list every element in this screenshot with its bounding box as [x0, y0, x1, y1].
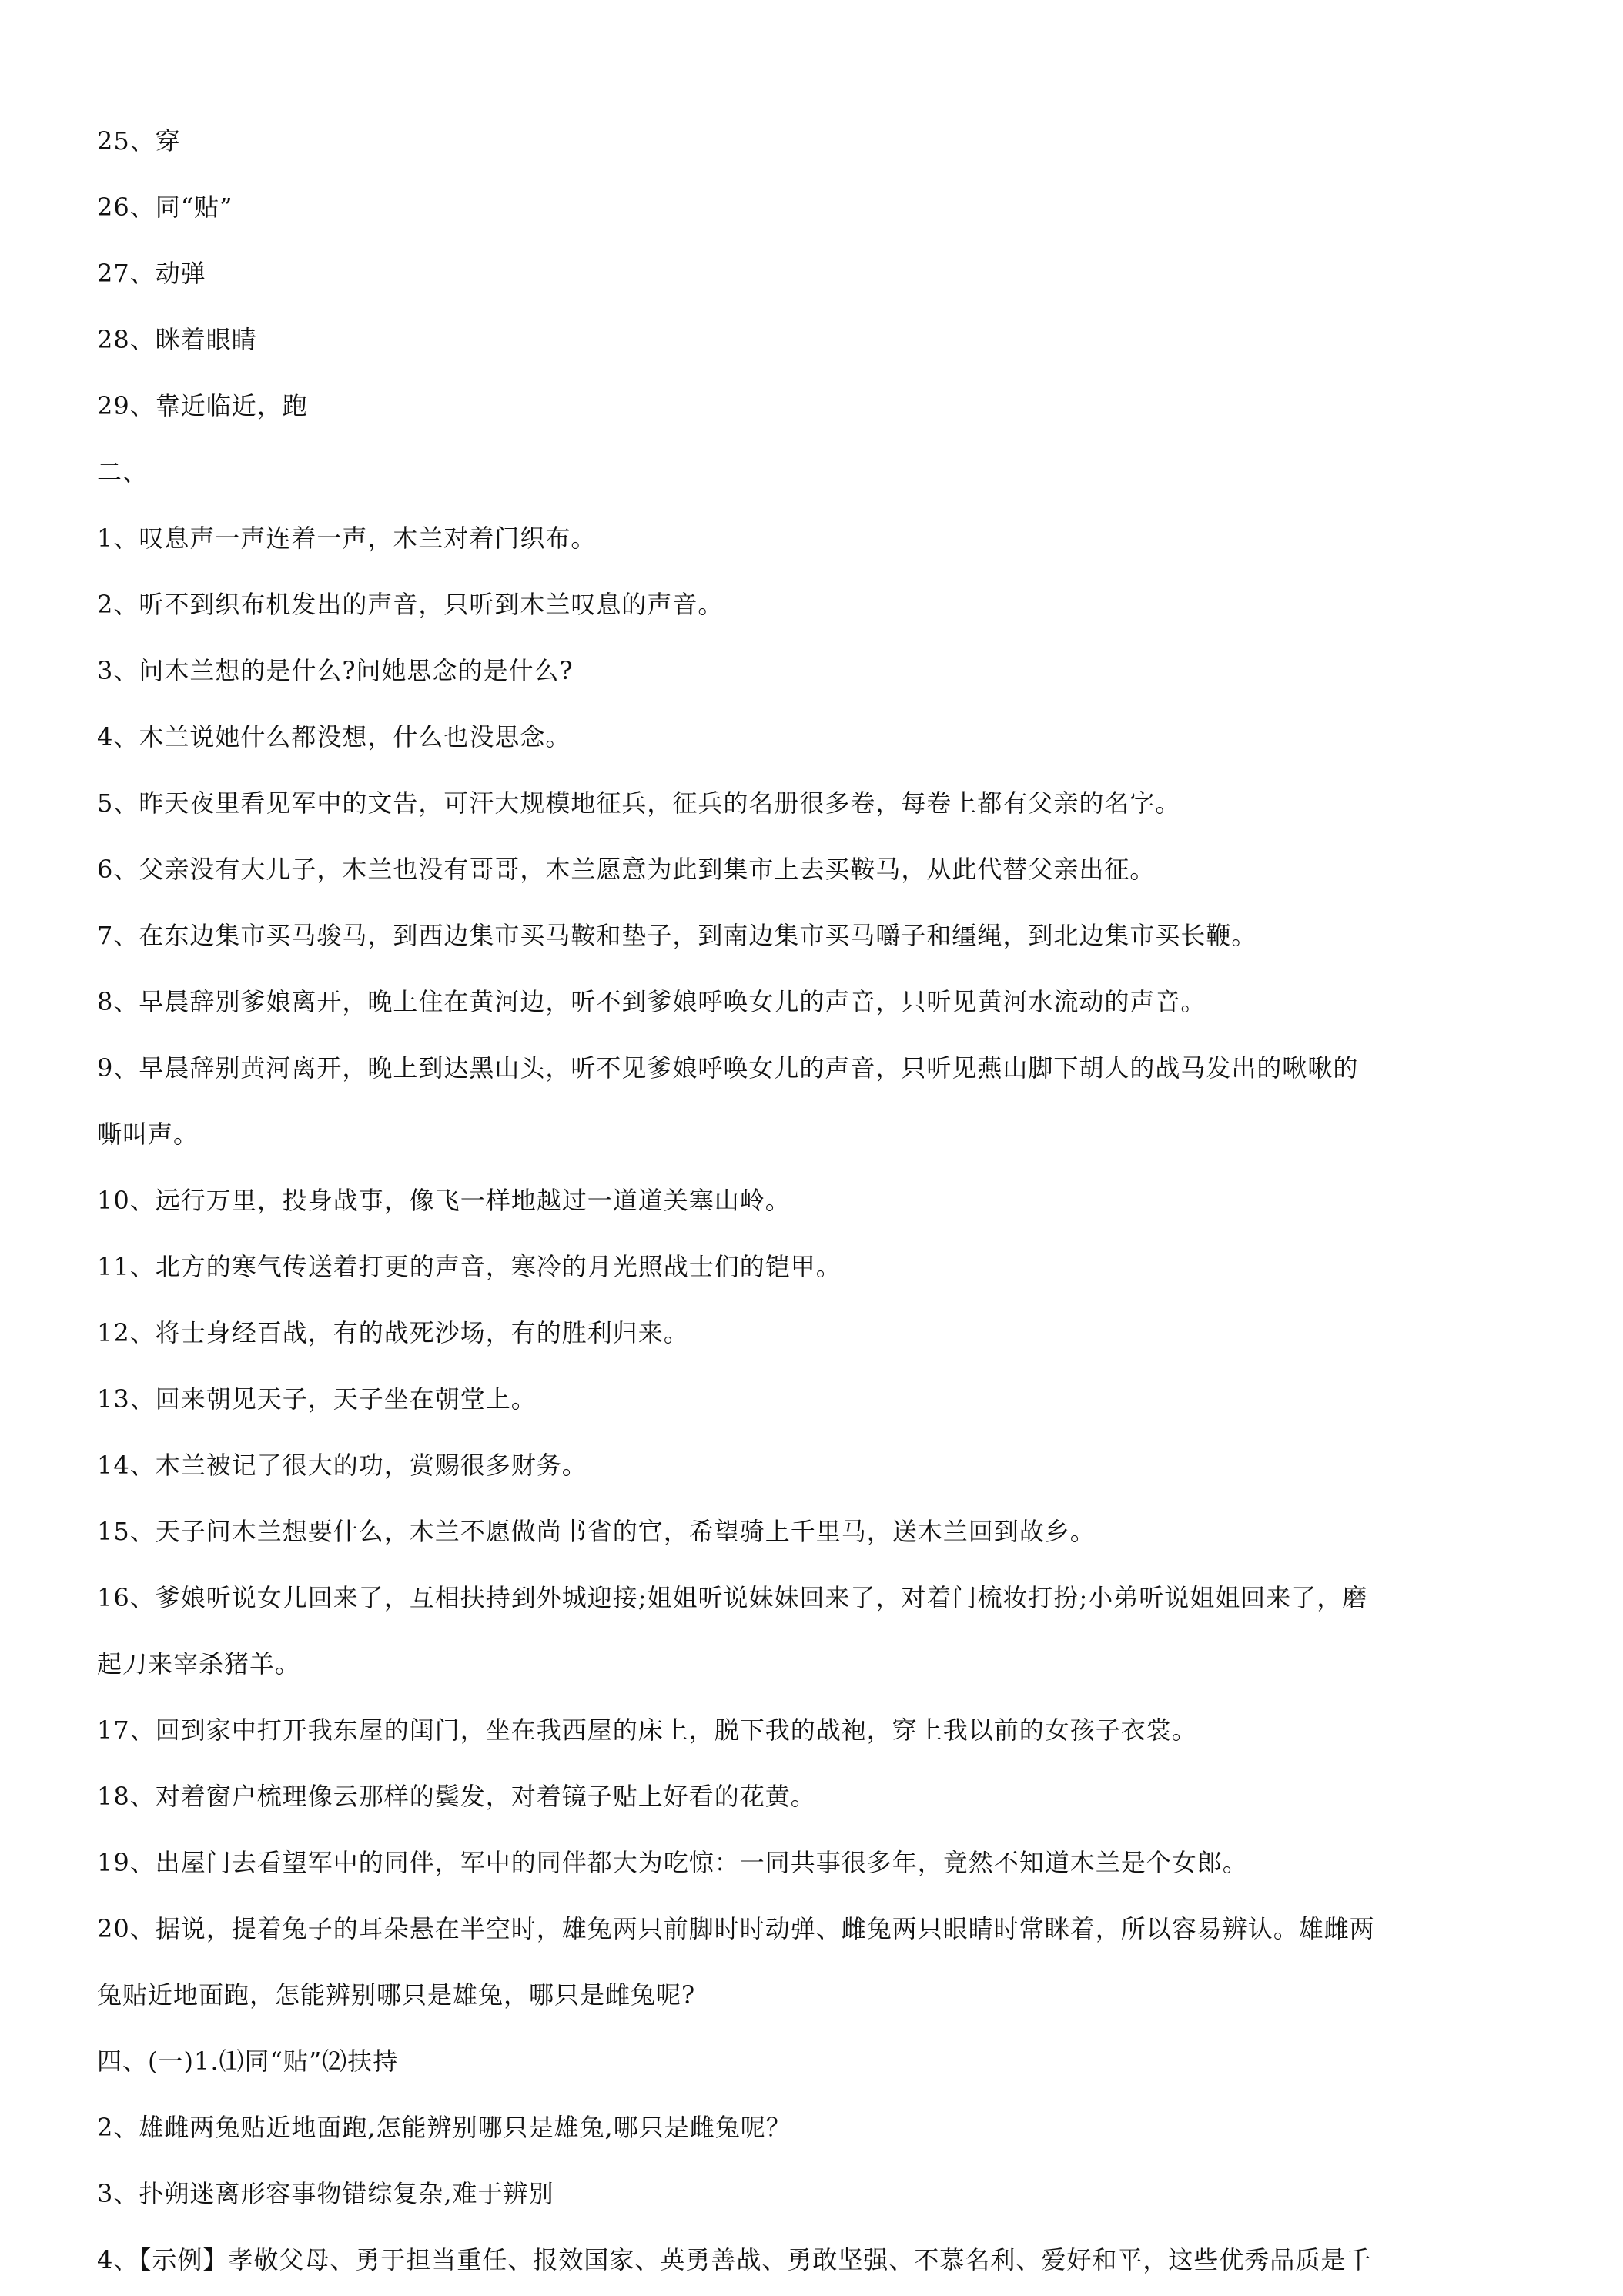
answer-line: 4、木兰说她什么都没想，什么也没思念。: [97, 722, 571, 751]
answer-text-body: [97, 108, 1531, 2293]
answer-line: 18、对着窗户梳理像云那样的鬓发，对着镜子贴上好看的花黄。: [97, 1782, 816, 1811]
answer-line: 3、扑朔迷离形容事物错综复杂,难于辨别: [97, 2179, 554, 2208]
answer-line: 5、昨天夜里看见军中的文告，可汗大规模地征兵，征兵的名册很多卷，每卷上都有父亲的名字。: [97, 788, 1181, 818]
answer-line-continuation: 嘶叫声。: [97, 1120, 199, 1149]
answer-line: 28、眯着眼睛: [97, 325, 257, 354]
answer-line-continuation: 兔贴近地面跑，怎能辨别哪只是雄兔，哪只是雌兔呢?: [97, 1980, 696, 2010]
answer-line: 12、将士身经百战，有的战死沙场，有的胜利归来。: [97, 1318, 689, 1347]
answer-line: 11、北方的寒气传送着打更的声音，寒冷的月光照战士们的铠甲。: [97, 1252, 842, 1281]
answer-line: 25、穿: [97, 126, 181, 156]
answer-line: 1、叹息声一声连着一声，木兰对着门织布。: [97, 524, 597, 553]
answer-line-continuation: 起刀来宰杀猪羊。: [97, 1649, 301, 1678]
answer-line: 8、早晨辞别爹娘离开，晚上住在黄河边，听不到爹娘呼唤女儿的声音，只听见黄河水流动的声音。: [97, 987, 1206, 1016]
answer-line: 7、在东边集市买马骏马，到西边集市买马鞍和垫子，到南边集市买马嚼子和缰绳，到北边集市买长鞭。: [97, 921, 1257, 950]
section-heading: 二、: [97, 457, 149, 487]
answer-line: 4、【示例】孝敬父母、勇于担当重任、报效国家、英勇善战、勇敢坚强、不慕名利、爱好和平，这些优秀品质是千: [97, 2245, 1372, 2274]
answer-line: 10、远行万里，投身战事，像飞一样地越过一道道关塞山岭。: [97, 1186, 791, 1215]
answer-line: 9、早晨辞别黄河离开，晚上到达黑山头，听不见爹娘呼唤女儿的声音，只听见燕山脚下胡人的战马发出的啾啾的: [97, 1053, 1359, 1083]
answer-line: 15、天子问木兰想要什么，木兰不愿做尚书省的官，希望骑上千里马，送木兰回到故乡。: [97, 1517, 1096, 1546]
answer-line: 19、出屋门去看望军中的同伴，军中的同伴都大为吃惊：一同共事很多年，竟然不知道木兰是个女郎。: [97, 1848, 1248, 1877]
answer-line: 6、父亲没有大儿子，木兰也没有哥哥，木兰愿意为此到集市上去买鞍马，从此代替父亲出征。: [97, 855, 1156, 884]
answer-line: 2、雄雌两兔贴近地面跑,怎能辨别哪只是雄兔,哪只是雌兔呢？: [97, 2113, 791, 2142]
answer-line: 13、回来朝见天子，天子坐在朝堂上。: [97, 1384, 537, 1414]
section-heading: 四、(一)1.⑴同“贴”⑵扶持: [97, 2047, 399, 2076]
answer-line: 20、据说，提着兔子的耳朵悬在半空时，雄兔两只前脚时时动弹、雌兔两只眼睛时常眯着，所以容易辨认。雄雌两: [97, 1914, 1375, 1943]
answer-line: 26、同“贴”: [97, 192, 233, 222]
answer-line: 16、爹娘听说女儿回来了，互相扶持到外城迎接;姐姐听说妹妹回来了，对着门梳妆打扮;小弟听说姐姐回来了，磨: [97, 1583, 1368, 1612]
answer-line: 14、木兰被记了很大的功，赏赐很多财务。: [97, 1451, 587, 1480]
answer-line: 2、听不到织布机发出的声音，只听到木兰叹息的声音。: [97, 590, 724, 619]
answer-line: 17、回到家中打开我东屋的闺门，坐在我西屋的床上，脱下我的战袍，穿上我以前的女孩子衣裳。: [97, 1715, 1197, 1745]
answer-line: 29、靠近临近，跑: [97, 391, 308, 420]
answer-line: 3、问木兰想的是什么?问她思念的是什么?: [97, 656, 574, 685]
answer-line: 27、动弹: [97, 259, 206, 288]
